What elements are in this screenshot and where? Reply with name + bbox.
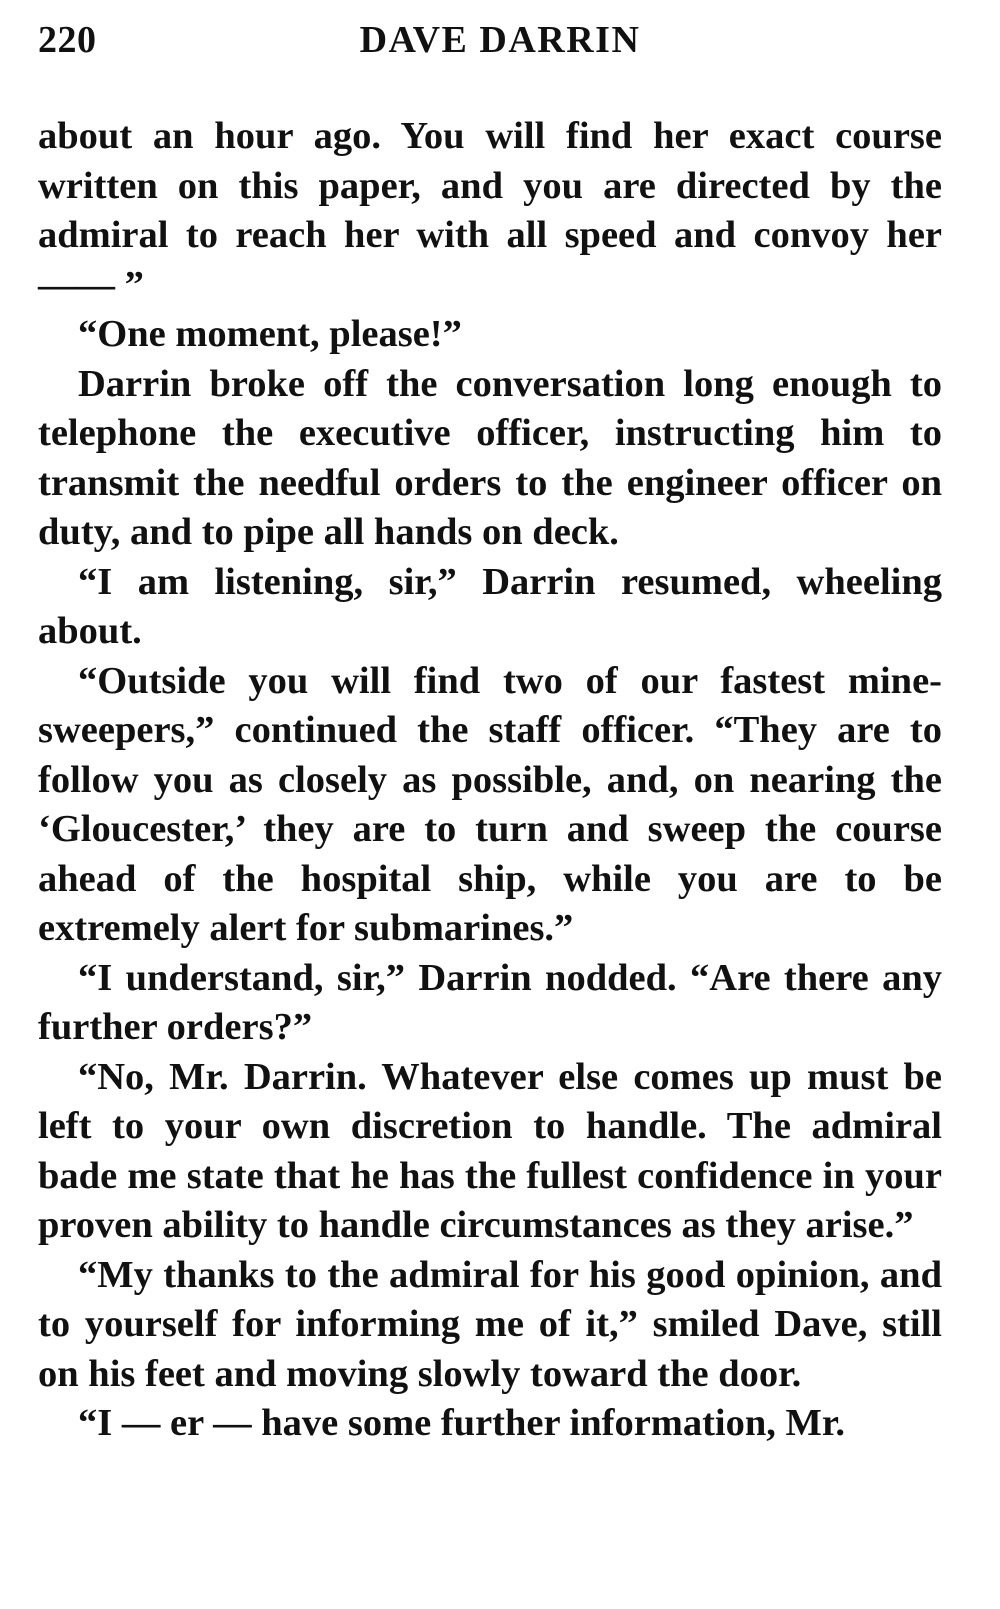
page-header: [38, 14, 962, 66]
paragraph: “Outside you will find two of our fastest mine-sweepers,” continued the staff officer. “They are to follow you as closely as possible, and, on nearing the ‘Gloucester,’ they are to turn and sweep the course ahead of the hospital ship, while you are to be extremely alert for submarines.”: [38, 659, 942, 949]
paragraph: Darrin broke off the conversation long enough to telephone the executive officer, instructing him to transmit the needful orders to the engineer officer on duty, and to pipe all hands on deck.: [38, 362, 942, 553]
paragraph: “No, Mr. Darrin. Whatever else comes up must be left to your own discretion to handle. The admiral bade me state that he has the fullest confidence in your proven ability to handle circumstances as they arise.”: [38, 1055, 942, 1246]
body-text: [38, 112, 942, 1449]
paragraph: “I understand, sir,” Darrin nodded. “Are there any further orders?”: [38, 956, 942, 1048]
running-title: DAVE DARRIN: [359, 19, 641, 61]
paragraph: about an hour ago. You will find her exact course written on this paper, and you are directed by the admiral to reach her with all speed and convoy her —— ”: [38, 115, 942, 306]
paragraph: “I am listening, sir,” Darrin resumed, wheeling about.: [38, 560, 942, 652]
paragraph: “I — er — have some further information, Mr.: [78, 1402, 846, 1444]
paragraph: “One moment, please!”: [78, 313, 462, 355]
page-number: 220: [38, 19, 97, 61]
paragraph: “My thanks to the admiral for his good opinion, and to yourself for informing me of it,” smiled Dave, still on his feet and moving slowly toward the door.: [38, 1253, 942, 1395]
